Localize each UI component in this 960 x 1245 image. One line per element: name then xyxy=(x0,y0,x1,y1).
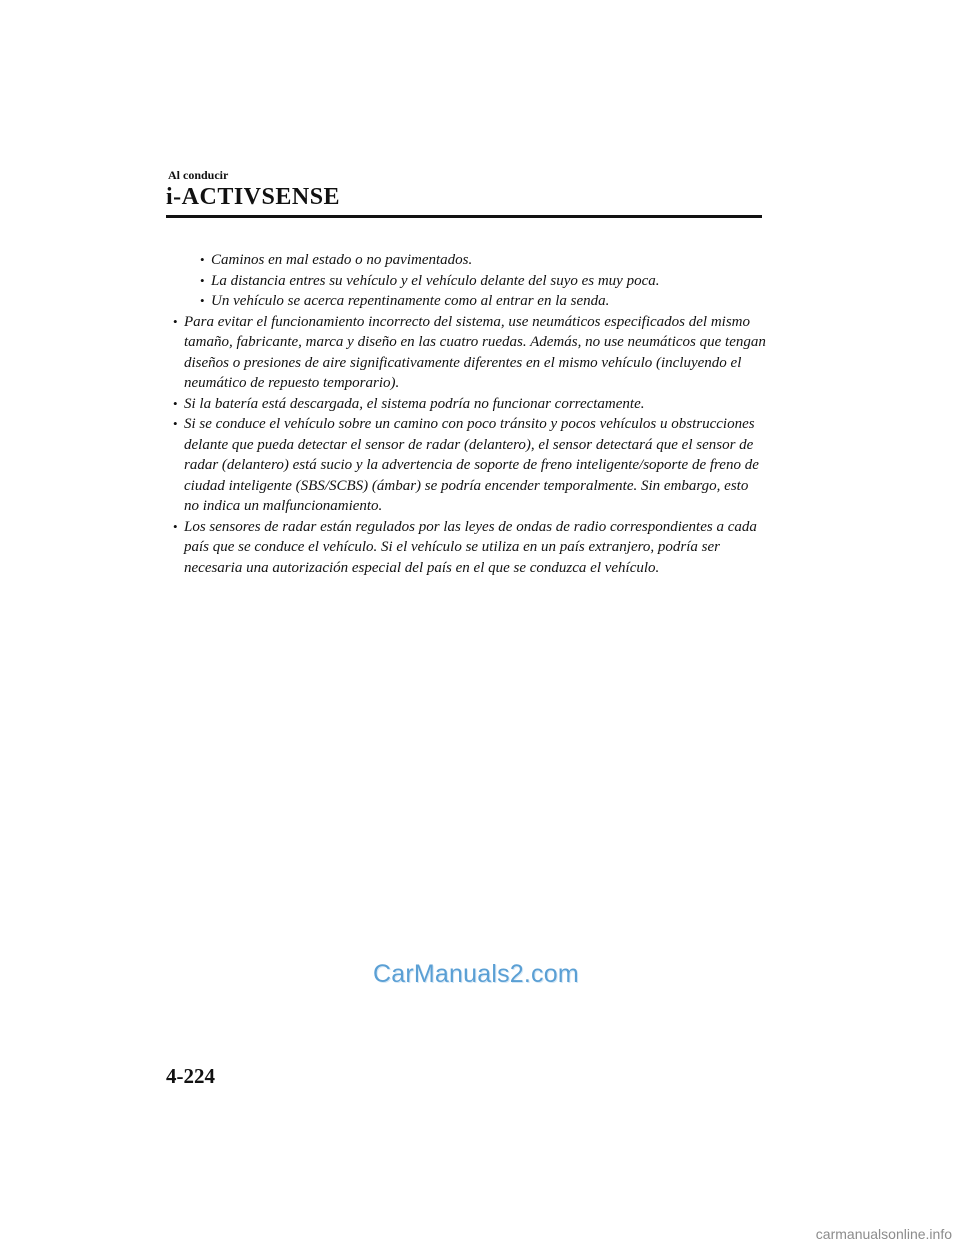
bullet-icon: • xyxy=(173,416,178,431)
main-list-item xyxy=(166,414,766,517)
main-list-item-text: Si la batería está descargada, el sistema podría no funcionar correctamente. xyxy=(184,395,645,412)
bullet-icon: • xyxy=(200,272,205,288)
bullet-icon: • xyxy=(173,395,178,411)
watermark-link[interactable]: CarManuals2.com xyxy=(373,960,579,988)
main-list-item xyxy=(166,517,766,579)
main-list-item-text: Si se conduce el vehículo sobre un camino con poco tránsito y pocos vehículos u obstrucciones delante que pueda detectar el sensor de radar (delantero), el sensor detectará que el sensor de radar (delantero) está sucio y la advertencia de soporte de freno inteligente/soporte de freno de ciudad inteligente (SBS/SCBS) (ámbar) se podría encender temporalmente. Sin embargo, esto no indica un malfuncionamiento. xyxy=(184,416,759,514)
main-bullet-list xyxy=(166,312,766,579)
sub-list-item xyxy=(193,291,766,312)
main-list-item xyxy=(166,394,766,415)
main-list-item-text: Los sensores de radar están regulados por las leyes de ondas de radio correspondientes a cada país que se conduce el vehículo. Si el vehículo se utiliza en un país extranjero, podría ser necesaria una autorización especial del país en el que se conduzca el vehículo. xyxy=(184,518,757,576)
bullet-icon: • xyxy=(200,252,205,267)
bullet-icon: • xyxy=(173,313,178,329)
footer-watermark: carmanualsonline.info xyxy=(815,1226,952,1242)
sub-list-item-text: Caminos en mal estado o no pavimentados. xyxy=(211,252,473,268)
bullet-icon: • xyxy=(173,518,178,534)
sub-list-item-text: Un vehículo se acerca repentinamente como al entrar en la senda. xyxy=(211,293,610,309)
main-list-item xyxy=(166,312,766,394)
section-label: Al conducir xyxy=(168,168,229,182)
title-rule xyxy=(166,215,762,218)
sub-list-item-text: La distancia entres su vehículo y el vehículo delante del suyo es muy poca. xyxy=(211,272,660,289)
bullet-icon: • xyxy=(200,293,205,308)
sub-list-item xyxy=(193,250,766,271)
section-title: i-ACTIVSENSE xyxy=(166,184,341,210)
sub-bullet-list xyxy=(166,250,766,312)
page-number: 4-224 xyxy=(166,1064,215,1088)
content xyxy=(166,250,766,578)
sub-list-item xyxy=(193,271,766,292)
main-list-item-text: Para evitar el funcionamiento incorrecto del sistema, use neumáticos especificados del mismo tamaño, fabricante, marca y diseño en las cuatro ruedas. Además, no use neumáticos que tengan diseños o presiones de aire significativamente diferentes en el mismo vehículo (incluyendo el neumático de repuesto temporario). xyxy=(184,313,766,391)
